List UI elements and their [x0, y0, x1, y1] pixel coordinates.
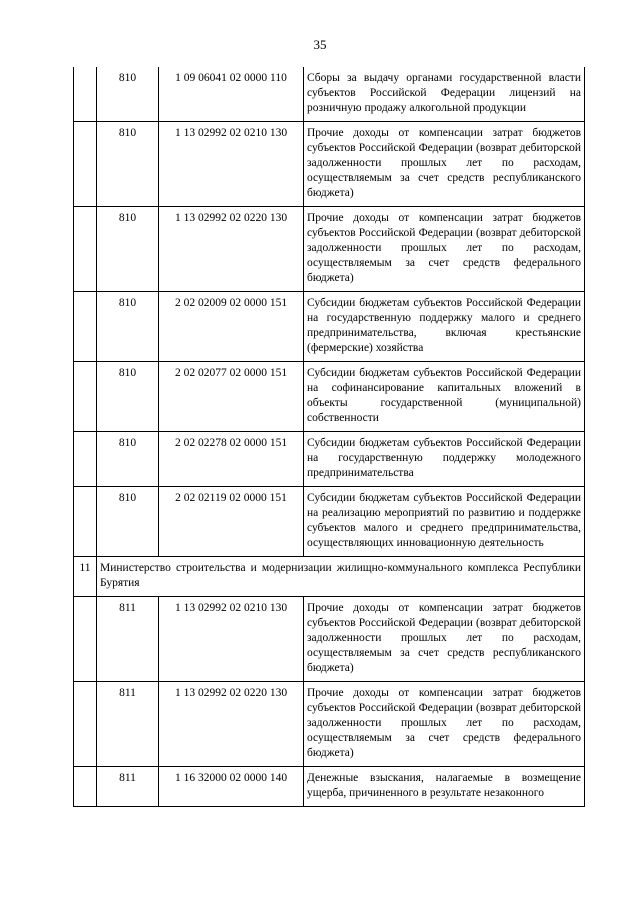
- row-number-cell: [74, 597, 97, 682]
- revenue-code-cell: 1 13 02992 02 0220 130: [159, 207, 304, 292]
- ministry-row: [74, 557, 585, 597]
- table-row: [74, 207, 585, 292]
- row-number-cell: [74, 432, 97, 487]
- description-cell: Прочие доходы от компенсации затрат бюджетов субъектов Российской Федерации (возврат дебиторской задолженности прошлых лет по расходам, осуществляемым за счет средств федерального бюджета): [304, 207, 585, 292]
- admin-code-cell: 811: [97, 767, 159, 807]
- description-cell: Прочие доходы от компенсации затрат бюджетов субъектов Российской Федерации (возврат дебиторской задолженности прошлых лет по расходам, осуществляемым за счет средств республиканского бюджета): [304, 597, 585, 682]
- table-row: [74, 432, 585, 487]
- ministry-number-cell: 11: [74, 557, 97, 597]
- description-cell: Субсидии бюджетам субъектов Российской Федерации на государственную поддержку молодежного предпринимательства: [304, 432, 585, 487]
- revenue-code-cell: 2 02 02077 02 0000 151: [159, 362, 304, 432]
- admin-code-cell: 810: [97, 362, 159, 432]
- row-number-cell: [74, 767, 97, 807]
- admin-code-cell: 811: [97, 597, 159, 682]
- revenue-codes-table: [73, 67, 585, 807]
- table-row: [74, 487, 585, 557]
- description-cell: Субсидии бюджетам субъектов Российской Федерации на государственную поддержку малого и среднего предпринимательства, включая крестьянские (фермерские) хозяйства: [304, 292, 585, 362]
- row-number-cell: [74, 487, 97, 557]
- revenue-code-cell: 1 13 02992 02 0210 130: [159, 122, 304, 207]
- description-cell: Прочие доходы от компенсации затрат бюджетов субъектов Российской Федерации (возврат дебиторской задолженности прошлых лет по расходам, осуществляемым за счет средств республиканского бюджета): [304, 122, 585, 207]
- admin-code-cell: 810: [97, 67, 159, 122]
- revenue-code-cell: 1 09 06041 02 0000 110: [159, 67, 304, 122]
- table-row: [74, 682, 585, 767]
- revenue-code-cell: 2 02 02278 02 0000 151: [159, 432, 304, 487]
- revenue-code-cell: 2 02 02009 02 0000 151: [159, 292, 304, 362]
- description-cell: Денежные взыскания, налагаемые в возмещение ущерба, причиненного в результате незаконного: [304, 767, 585, 807]
- row-number-cell: [74, 292, 97, 362]
- row-number-cell: [74, 682, 97, 767]
- table-row: [74, 67, 585, 122]
- revenue-code-cell: 1 13 02992 02 0220 130: [159, 682, 304, 767]
- description-cell: Прочие доходы от компенсации затрат бюджетов субъектов Российской Федерации (возврат дебиторской задолженности прошлых лет по расходам, осуществляемым за счет средств федерального бюджета): [304, 682, 585, 767]
- description-cell: Сборы за выдачу органами государственной власти субъектов Российской Федерации лицензий на розничную продажу алкогольной продукции: [304, 67, 585, 122]
- row-number-cell: [74, 362, 97, 432]
- table-row: [74, 122, 585, 207]
- table-row: [74, 597, 585, 682]
- admin-code-cell: 810: [97, 432, 159, 487]
- admin-code-cell: 810: [97, 292, 159, 362]
- table-row: [74, 292, 585, 362]
- row-number-cell: [74, 122, 97, 207]
- row-number-cell: [74, 207, 97, 292]
- page-number: 35: [313, 37, 327, 52]
- revenue-code-cell: 2 02 02119 02 0000 151: [159, 487, 304, 557]
- ministry-name-cell: Министерство строительства и модернизации жилищно-коммунального комплекса Республики Бурятия: [97, 557, 585, 597]
- revenue-code-cell: 1 13 02992 02 0210 130: [159, 597, 304, 682]
- table-row: [74, 362, 585, 432]
- table-row: [74, 767, 585, 807]
- revenue-code-cell: 1 16 32000 02 0000 140: [159, 767, 304, 807]
- admin-code-cell: 810: [97, 122, 159, 207]
- admin-code-cell: 810: [97, 487, 159, 557]
- admin-code-cell: 810: [97, 207, 159, 292]
- row-number-cell: [74, 67, 97, 122]
- description-cell: Субсидии бюджетам субъектов Российской Федерации на реализацию мероприятий по развитию и поддержке субъектов малого и среднего предпринимательства, осуществляющих инновационную деятельность: [304, 487, 585, 557]
- description-cell: Субсидии бюджетам субъектов Российской Федерации на софинансирование капитальных вложений в объекты государственной (муниципальной) собственности: [304, 362, 585, 432]
- admin-code-cell: 811: [97, 682, 159, 767]
